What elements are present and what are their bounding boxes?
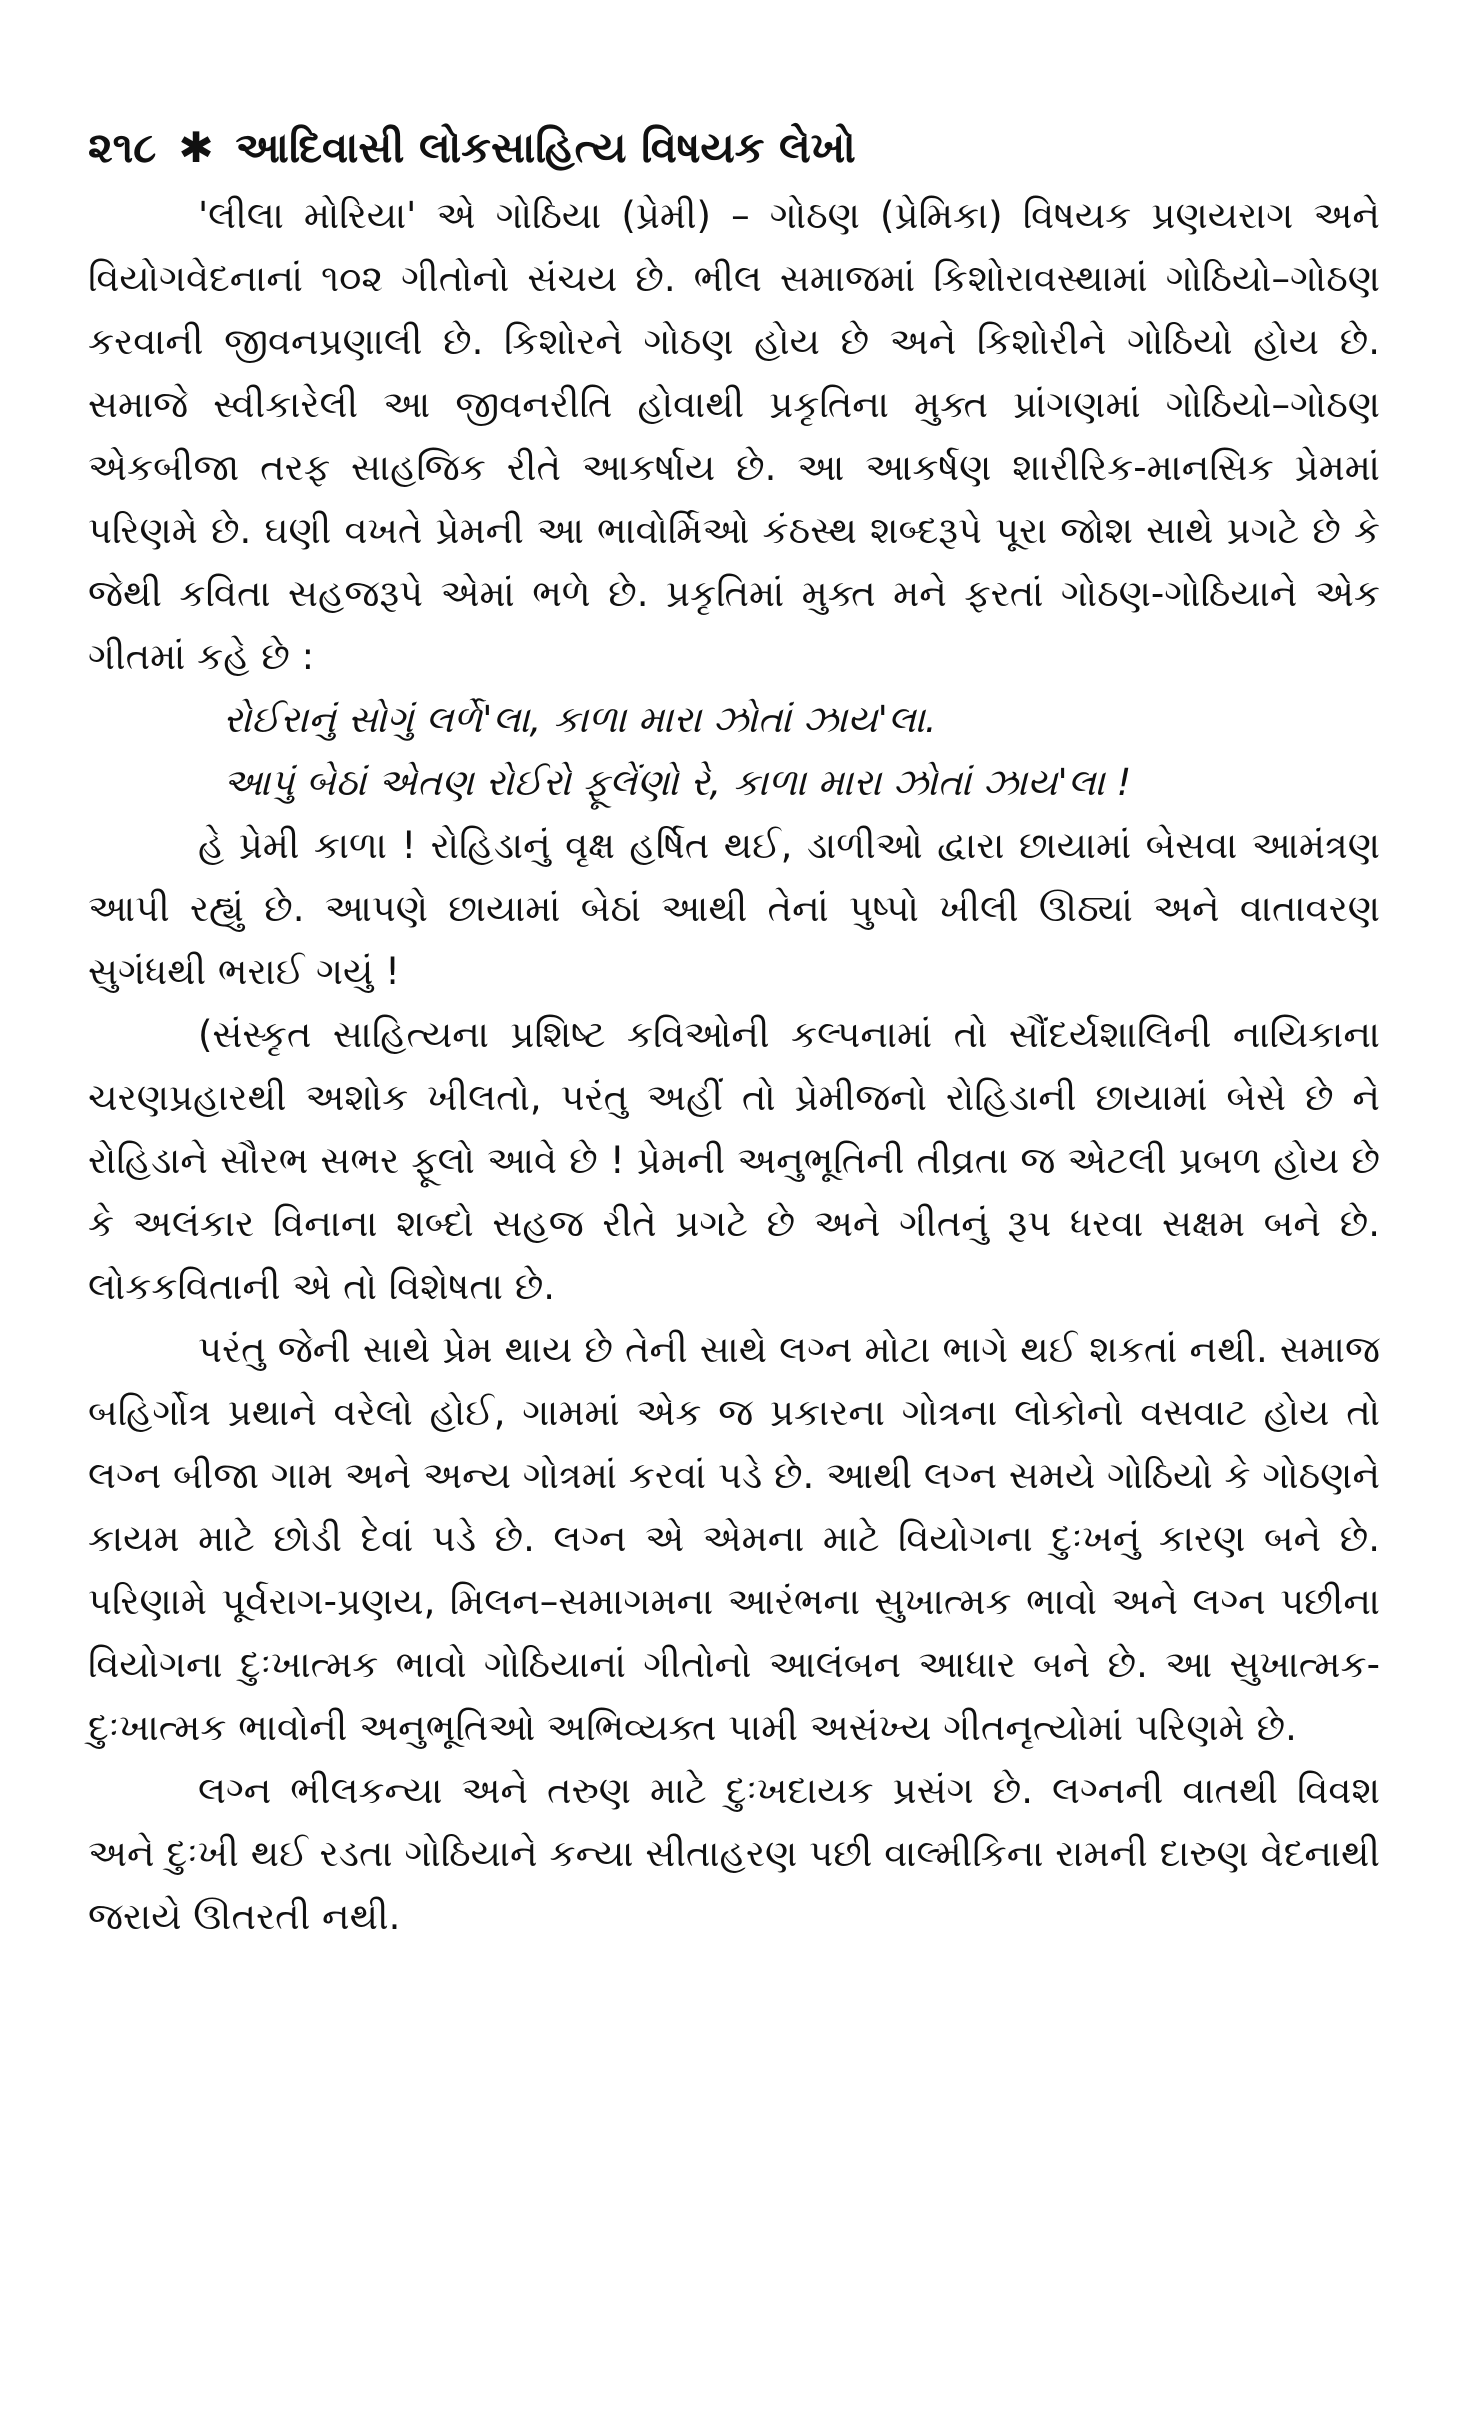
paragraph-marriage-separation: પરંતુ જેની સાથે પ્રેમ થાય છે તેની સાથે લગ્ન મોટા ભાગે થઈ શકતાં નથી. સમાજ બહિર્ગોત્ર પ્રથાને વરેલો હોઈ, ગામમાં એક જ પ્રકારના ગોત્રના લોકોનો વસવાટ હોય તો લગ્ન બીજા ગામ અને અન્ય ગોત્રમાં કરવાં પડે છે. આથી લગ્ન સમયે ગોઠિયો કે ગોઠણને કાયમ માટે છોડી દેવાં પડે છે. લગ્ન એ એમના માટે વિયોગના દુઃખનું કારણ બને છે. પરિણામે પૂર્વરાગ-પ્રણય, મિલન–સમાગમના આરંભના સુખાત્મક ભાવો અને લગ્ન પછીના વિયોગના દુઃખાત્મક ભાવો ગોઠિયાનાં ગીતોનો આલંબન આધાર બને છે. આ સુખાત્મક-દુઃખાત્મક ભાવોની અનુભૂતિઓ અભિવ્યક્ત પામી અસંખ્ય ગીતનૃત્યોમાં પરિણમે છે.	[88, 1328, 1381, 1749]
star-ornament-icon: ✱	[178, 123, 214, 172]
running-header	[88, 112, 1380, 184]
book-page	[88, 112, 1380, 1948]
paragraph-verse-meaning: હે પ્રેમી કાળા ! રોહિડાનું વૃક્ષ હર્ષિત થઈ, ડાળીઓ દ્વારા છાયામાં બેસવા આમંત્રણ આપી રહ્યું છે. આપણે છાયામાં બેઠાં આથી તેનાં પુષ્પો ખીલી ઊઠ્યાં અને વાતાવરણ સુગંધથી ભરાઈ ગયું !	[88, 824, 1380, 993]
verse-line-2: આપું બેઠાં એતણ રોઈરો ફૂલેંણો રે, કાળા મારા ઝોતાં ઝાય'લા !	[223, 761, 1132, 804]
page-number: ૨૧૮	[88, 123, 157, 172]
paragraph-marriage-sorrow: લગ્ન ભીલકન્યા અને તરુણ માટે દુઃખદાયક પ્રસંગ છે. લગ્નની વાતથી વિવશ અને દુઃખી થઈ રડતા ગોઠિયાને કન્યા સીતાહરણ પછી વાલ્મીકિના રામની દારુણ વેદનાથી જરાયે ઊતરતી નથી.	[88, 1769, 1380, 1938]
paragraph-intro: 'લીલા મોરિયા' એ ગોઠિયા (પ્રેમી) – ગોઠણ (પ્રેમિકા) વિષયક પ્રણયરાગ અને વિયોગવેદનાનાં ૧૦૨ ગીતોનો સંચય છે. ભીલ સમાજમાં કિશોરાવસ્થામાં ગોઠિયો–ગોઠણ કરવાની જીવનપ્રણાલી છે. કિશોરને ગોઠણ હોય છે અને કિશોરીને ગોઠિયો હોય છે. સમાજે સ્વીકારેલી આ જીવનરીતિ હોવાથી પ્રકૃતિના મુક્ત પ્રાંગણમાં ગોઠિયો–ગોઠણ એકબીજા તરફ સાહજિક રીતે આકર્ષાય છે. આ આકર્ષણ શારીરિક-માનસિક પ્રેમમાં પરિણમે છે. ઘણી વખતે પ્રેમની આ ભાવોર્મિઓ કંઠસ્થ શબ્દરૂપે પૂરા જોશ સાથે પ્રગટે છે કે જેથી કવિતા સહજરૂપે એમાં ભળે છે. પ્રકૃતિમાં મુક્ત મને ફરતાં ગોઠણ-ગોઠિયાને એક ગીતમાં કહે છે :	[88, 194, 1380, 678]
running-title: આદિવાસી લોકસાહિત્ય વિષયક લેખો	[235, 123, 856, 172]
verse-line-1: રોઈરાનું સોગું લર્ળે'લા, કાળા મારા ઝોતાં ઝાય'લા.	[223, 698, 937, 741]
paragraph-sanskrit-comparison: (સંસ્કૃત સાહિત્યના પ્રશિષ્ટ કવિઓની કલ્પનામાં તો સૌંદર્યશાલિની નાયિકાના ચરણપ્રહારથી અશોક ખીલતો, પરંતુ અહીં તો પ્રેમીજનો રોહિડાની છાયામાં બેસે છે ને રોહિડાને સૌરભ સભર ફૂલો આવે છે ! પ્રેમની અનુભૂતિની તીવ્રતા જ એટલી પ્રબળ હોય છે કે અલંકાર વિનાના શબ્દો સહજ રીતે પ્રગટે છે અને ગીતનું રૂપ ધરવા સક્ષમ બને છે. લોકકવિતાની એ તો વિશેષતા છે.	[88, 1013, 1380, 1308]
